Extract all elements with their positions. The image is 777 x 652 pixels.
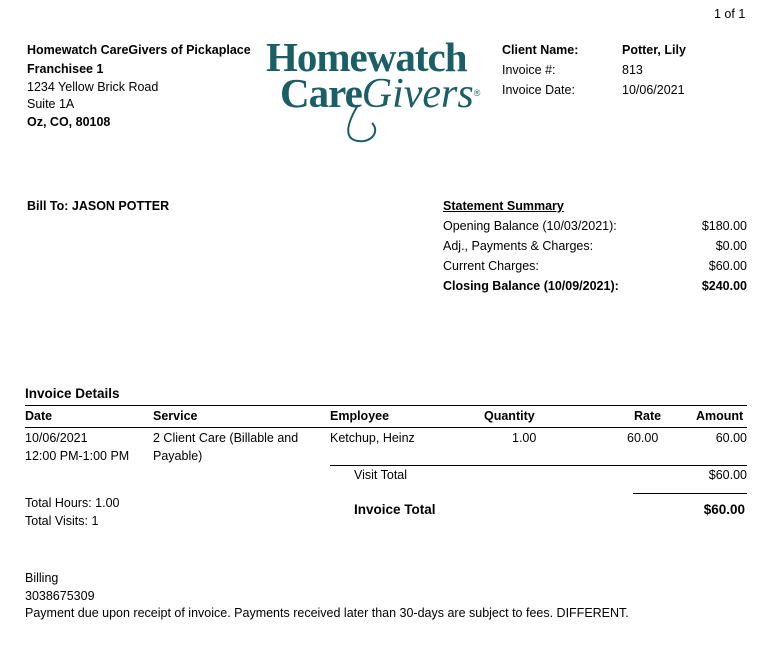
company-logo [266,34,491,147]
logo-swirl-icon [336,97,396,147]
visit-total-divider [330,465,747,466]
invoice-date-value: 10/06/2021 [622,83,685,97]
invoice-number-value: 813 [622,63,643,77]
details-header-divider [25,427,747,428]
page-number: 1 of 1 [714,7,746,21]
row-service-line-2: Payable) [153,449,203,463]
invoice-details-title: Invoice Details [25,386,120,401]
logo-registered-mark: ® [473,88,480,98]
summary-row-value: $0.00 [715,239,747,253]
details-top-divider [25,405,747,406]
billing-label: Billing [25,571,59,585]
total-hours: Total Hours: 1.00 [25,496,120,510]
statement-summary-title: Statement Summary [443,199,564,213]
invoice-total-value: $60.00 [703,502,745,517]
closing-balance-label: Closing Balance (10/09/2021): [443,279,619,293]
invoice-total-divider [633,493,747,494]
column-header-employee: Employee [330,409,390,423]
row-date: 10/06/2021 [25,431,88,445]
row-service-line-1: 2 Client Care (Billable and [153,431,299,445]
company-address2: Suite 1A [27,97,75,111]
client-name-value: Potter, Lily [622,43,686,57]
column-header-rate: Rate [634,409,662,423]
visit-total-value: $60.00 [708,468,747,482]
row-quantity: 1.00 [512,431,537,445]
closing-balance-value: $240.00 [701,279,747,293]
invoice-date-label: Invoice Date: [502,83,575,97]
summary-row-value: $60.00 [708,259,747,273]
billing-note: Payment due upon receipt of invoice. Payments received later than 30-days are subject to fees. DIFFERENT. [25,606,629,620]
column-header-amount: Amount [696,409,744,423]
billing-phone: 3038675309 [25,589,95,603]
visit-total-label: Visit Total [354,468,408,482]
column-header-service: Service [153,409,198,423]
summary-row-label: Adj., Payments & Charges: [443,239,594,253]
row-time: 12:00 PM-1:00 PM [25,449,130,463]
column-header-date: Date [25,409,53,423]
summary-row-value: $180.00 [701,219,747,233]
company-name: Homewatch CareGivers of Pickaplace [27,43,251,57]
logo-line-1: Homewatch [266,34,467,80]
client-name-label: Client Name: [502,43,579,57]
company-address1: 1234 Yellow Brick Road [27,80,159,94]
company-city-state-zip: Oz, CO, 80108 [27,115,111,129]
summary-row-label: Current Charges: [443,259,539,273]
row-employee: Ketchup, Heinz [330,431,415,445]
row-amount: 60.00 [715,431,747,445]
column-header-quantity: Quantity [484,409,535,423]
company-franchise: Franchisee 1 [27,62,104,76]
logo-givers: Givers [361,71,474,117]
row-rate: 60.00 [627,431,659,445]
bill-to: Bill To: JASON POTTER [27,199,170,213]
logo-care: Care [280,70,362,116]
invoice-number-label: Invoice #: [502,63,556,77]
invoice-total-label: Invoice Total [354,502,436,517]
summary-row-label: Opening Balance (10/03/2021): [443,219,617,233]
total-visits: Total Visits: 1 [25,514,99,528]
